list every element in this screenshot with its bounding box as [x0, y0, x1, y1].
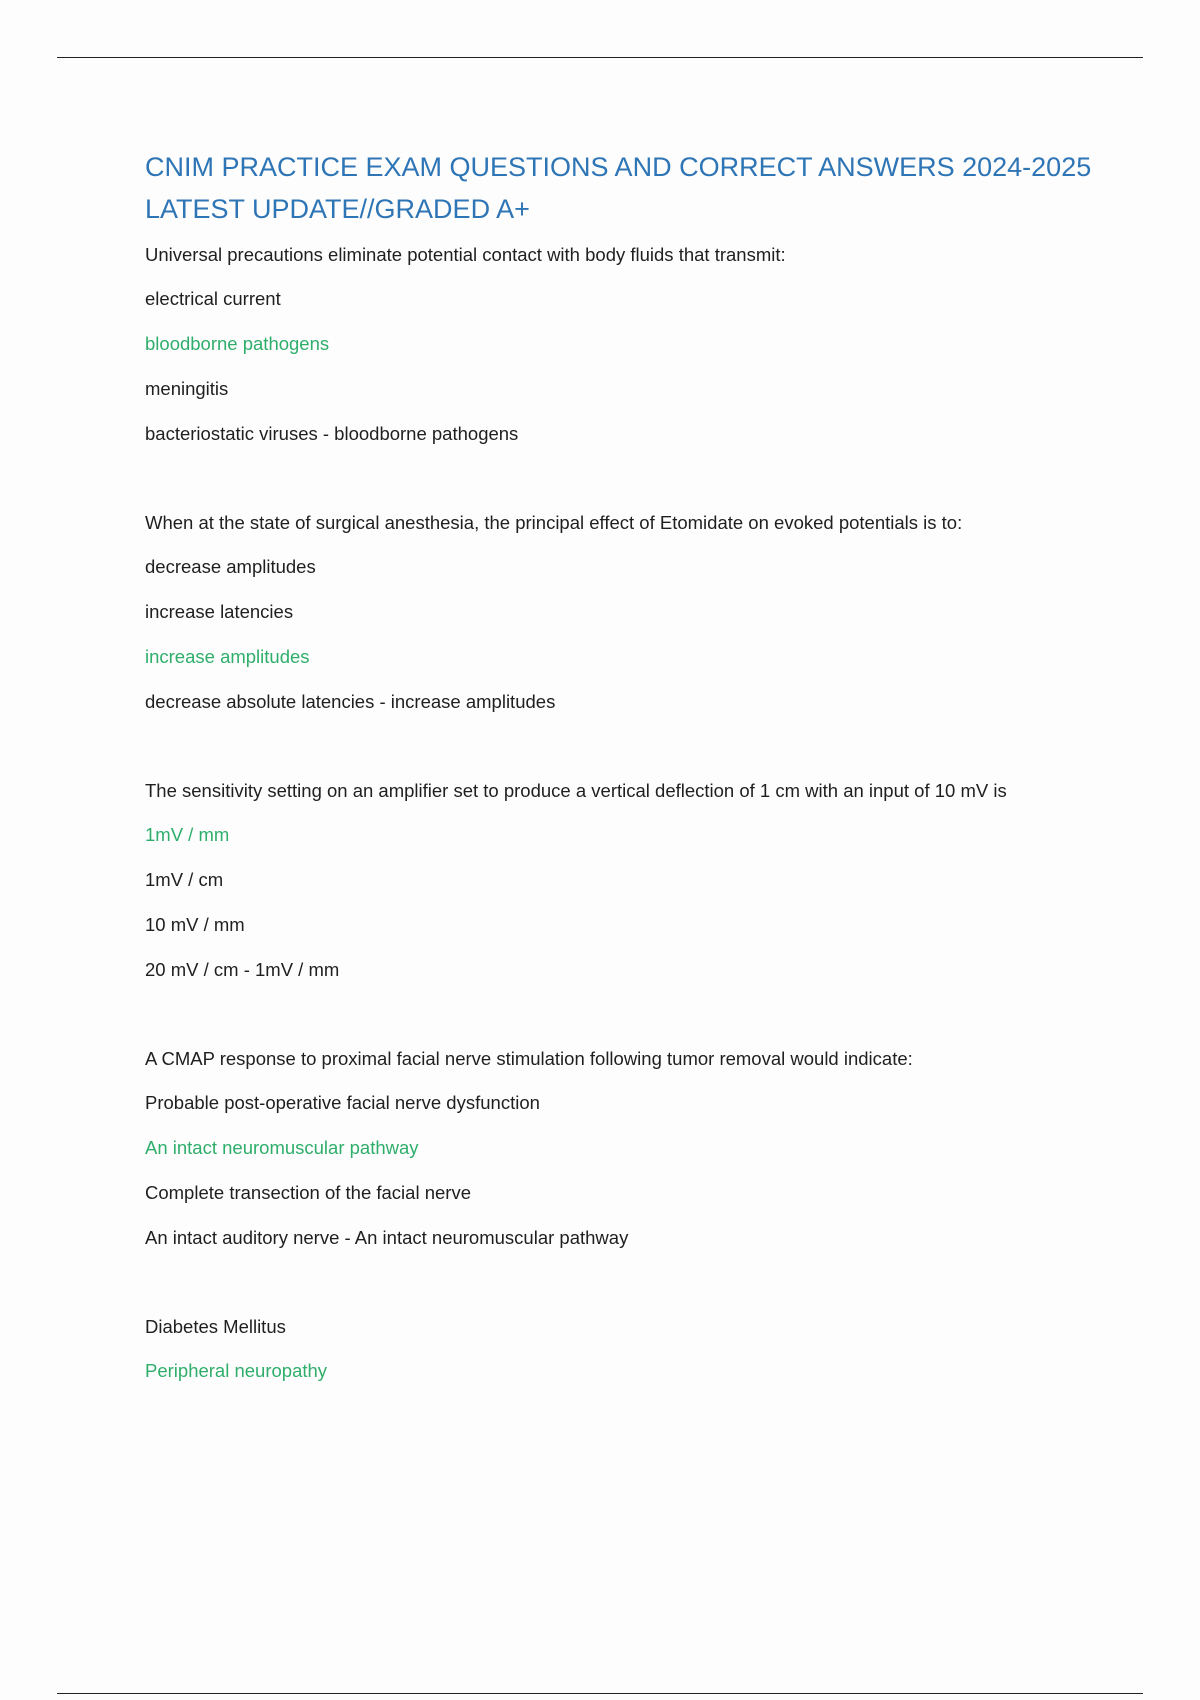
answer-option: meningitis — [145, 378, 229, 399]
question-prompt: Diabetes Mellitus — [145, 1316, 286, 1337]
question-prompt: The sensitivity setting on an amplifier set to produce a vertical deflection of 1 cm with an input of 10 mV is — [145, 780, 1007, 801]
header-rule — [57, 57, 1143, 58]
question-block — [145, 1312, 1095, 1386]
section-spacer — [145, 732, 1095, 776]
correct-answer-option: 1mV / mm — [145, 824, 230, 845]
answer-option: 1mV / cm — [145, 869, 224, 890]
answer-option: increase latencies — [145, 601, 294, 622]
answer-option: An intact auditory nerve - An intact neuromuscular pathway — [145, 1227, 629, 1248]
question-block — [145, 240, 1095, 449]
correct-answer-option: An intact neuromuscular pathway — [145, 1137, 419, 1158]
question-block — [145, 1044, 1095, 1253]
question-block — [145, 776, 1095, 985]
correct-answer-option: increase amplitudes — [145, 646, 310, 667]
correct-answer-option: Peripheral neuropathy — [145, 1360, 328, 1381]
correct-answer-option: bloodborne pathogens — [145, 333, 330, 354]
section-spacer — [145, 1268, 1095, 1312]
question-block — [145, 508, 1095, 717]
section-spacer — [145, 464, 1095, 508]
answer-option: Probable post-operative facial nerve dysfunction — [145, 1092, 540, 1113]
answer-option: 20 mV / cm - 1mV / mm — [145, 959, 340, 980]
question-prompt: A CMAP response to proximal facial nerve stimulation following tumor removal would indicate: — [145, 1048, 913, 1069]
footer-rule — [57, 1693, 1143, 1694]
answer-option: decrease amplitudes — [145, 556, 316, 577]
document-title: CNIM PRACTICE EXAM QUESTIONS AND CORRECT ANSWERS 2024-2025 LATEST UPDATE//GRADED A+ — [145, 152, 1092, 224]
section-spacer — [145, 1000, 1095, 1044]
answer-option: electrical current — [145, 288, 281, 309]
answer-option: bacteriostatic viruses - bloodborne pathogens — [145, 423, 519, 444]
answer-option: Complete transection of the facial nerve — [145, 1182, 471, 1203]
answer-option: decrease absolute latencies - increase amplitudes — [145, 691, 556, 712]
document-body — [145, 146, 1095, 1401]
question-prompt: When at the state of surgical anesthesia, the principal effect of Etomidate on evoked potentials is to: — [145, 512, 963, 533]
question-prompt: Universal precautions eliminate potential contact with body fluids that transmit: — [145, 244, 786, 265]
answer-option: 10 mV / mm — [145, 914, 245, 935]
